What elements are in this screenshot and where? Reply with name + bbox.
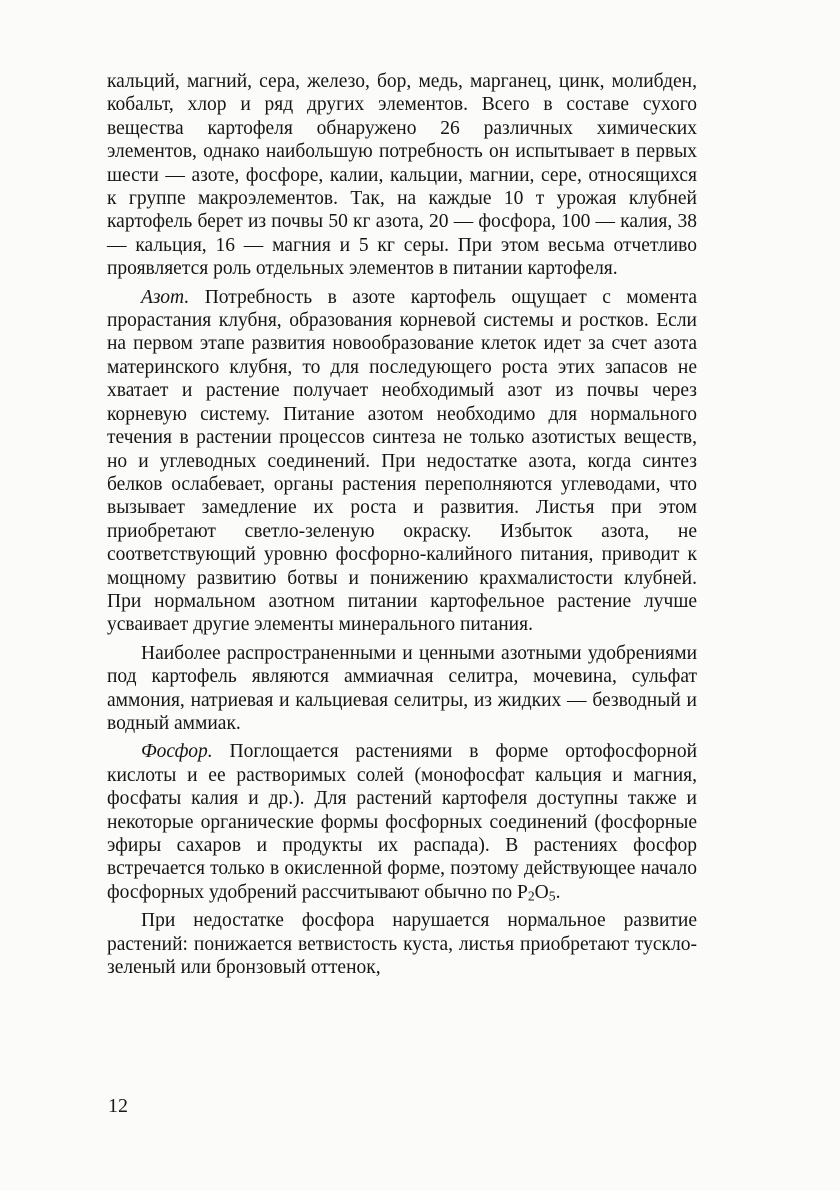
page-text [107,70,697,979]
section-heading-phosphorus: Фосфор. [141,741,213,763]
paragraph-text: Наиболее распространенными и ценными азотными удобрениями под картофель являются аммиачная селитра, мочевина, сульфат аммония, натриевая и кальциевая селитры, из жидких — безводный и водный аммиак. [107,642,697,734]
paragraph-text: Потребность в азоте картофель ощущает с момента прорастания клубня, образования корневой системы и ростков. Если на первом этапе развития новообразование клеток идет за счет азота материнского клубня, то для последующего роста этих запасов не хватает и растение получает необходимый азот из почвы через корневую систему. Питание азотом необходимо для нормального течения в растении процессов синтеза не только азотистых веществ, но и углеводных соединений. При недостатке азота, когда синтез белков ослабевает, органы растения переполняются углеводами, что вызывает замедление их роста и развития. Листья при этом приобретают светло-зеленую окраску. Избыток азота, не соответствующий уровню фосфорно-калийного питания, приводит к мощному развитию ботвы и понижению крахмалистости клубней. При нормальном азотном питании картофельное растение лучше усваивает другие элементы минерального питания. [107,286,697,636]
page-number: 12 [108,1095,128,1117]
paragraph-text: кальций, магний, сера, железо, бор, медь, марганец, цинк, молибден, кобальт, хлор и ряд других элементов. Всего в составе сухого вещества картофеля обнаружено 26 различных химических элементов, однако наибольшую потребность он испытывает в первых шести — азоте, фосфоре, калии, кальции, магнии, сере, относящихся к группе макроэлементов. Так, на каждые 10 т урожая клубней картофель берет из почвы 50 кг азота, 20 — фосфора, 100 — калия, 38 — кальция, 16 — магния и 5 кг серы. При этом весьма отчетливо проявляется роль отдельных элементов в питании картофеля. [107,71,697,280]
paragraph-text: При недостатке фосфора нарушается нормальное развитие растений: понижается ветвистость куста, листья приобретают тускло-зеленый или бронзовый оттенок, [107,910,697,979]
paragraph-text: Поглощается растениями в форме ортофосфорной кислоты и ее растворимых солей (монофосфат кальция и магния, фосфаты калия и др.). Для растений картофеля доступны также и некоторые органические формы фосфорных соединений (фосфорные эфиры сахаров и продукты их распада). В растениях фосфор встречается только в окисленной форме, поэтому действующее начало фосфорных удобрений рассчитывают обычно по [107,741,697,903]
paragraph-macroelements [107,70,697,281]
formula-p2o5: $P_2O_5$. [516,881,561,904]
paragraph-nitrogen-fertilizers [107,642,697,736]
section-heading-nitrogen: Азот. [141,286,190,308]
paragraph-phosphorus [107,740,697,904]
paragraph-nitrogen [107,286,697,637]
paragraph-phosphorus-deficiency [107,909,697,979]
